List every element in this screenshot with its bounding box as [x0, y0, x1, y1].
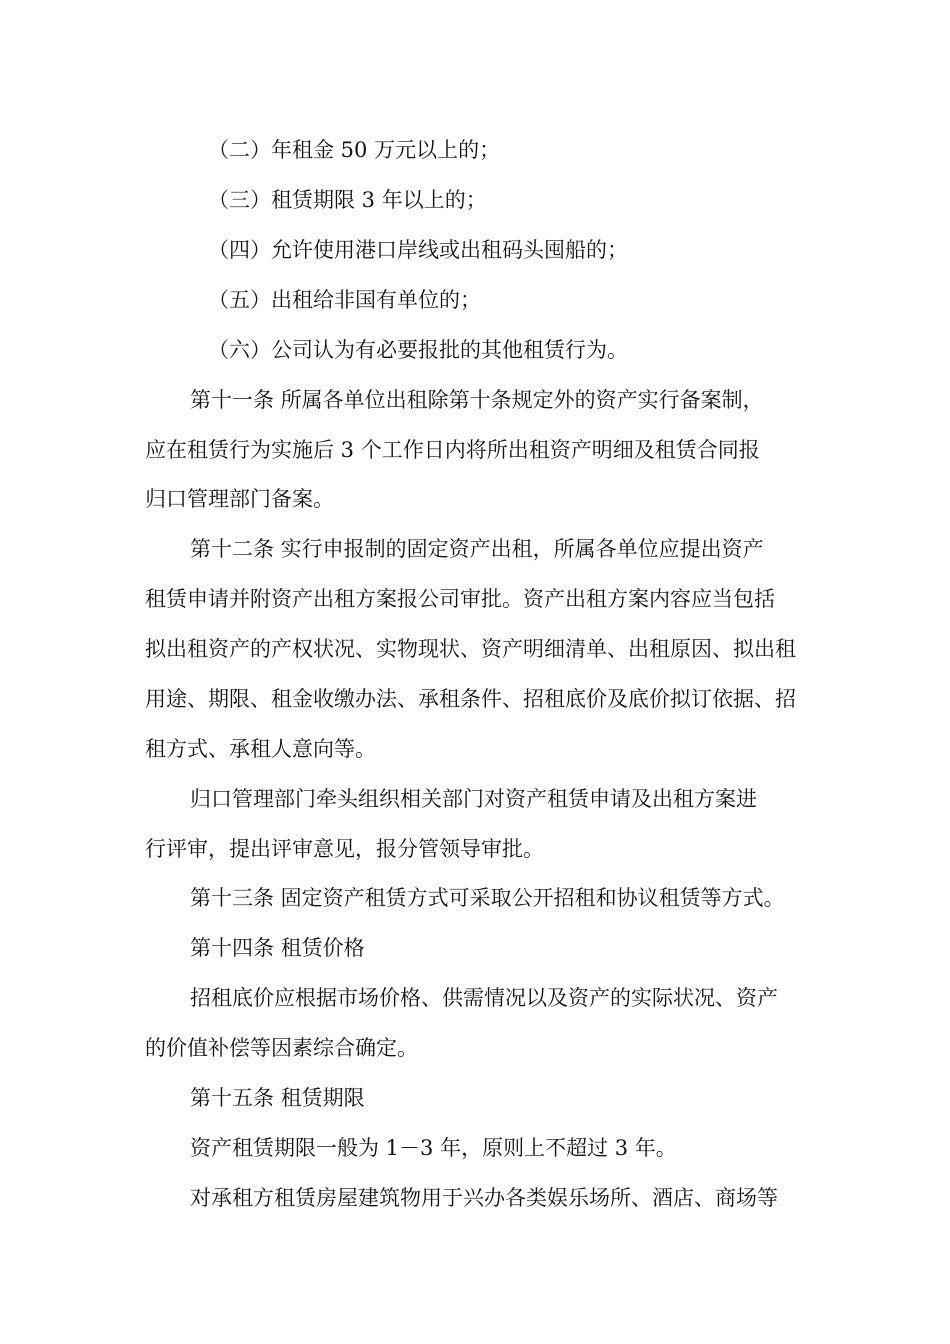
article-12-heading-line: 第十二条 实行申报制的固定资产出租，所属各单位应提出资产: [190, 537, 764, 561]
text-line: （四）允许使用港口岸线或出租码头囤船的；: [208, 238, 628, 262]
text-line: 行评审，提出评审意见，报分管领导审批。: [145, 837, 544, 861]
text-line: 租方式、承租人意向等。: [145, 737, 376, 761]
text-line: 归口管理部门备案。: [145, 487, 334, 511]
article-11-heading-line: 第十一条 所属各单位出租除第十条规定外的资产实行备案制，: [190, 388, 764, 412]
text-line: 对承租方租赁房屋建筑物用于兴办各类娱乐场所、酒店、商场等: [190, 1186, 778, 1210]
text-line: 招租底价应根据市场价格、供需情况以及资产的实际状况、资产: [190, 986, 778, 1010]
text-line: （五）出租给非国有单位的；: [208, 288, 481, 312]
text-line: （二）年租金 50 万元以上的；: [208, 138, 501, 162]
text-line: 应在租赁行为实施后 3 个工作日内将所出租资产明细及租赁合同报: [145, 438, 760, 462]
text-line: 资产租赁期限一般为 1－3 年，原则上不超过 3 年。: [190, 1136, 677, 1160]
article-13-line: 第十三条 固定资产租赁方式可采取公开招租和协议租赁等方式。: [190, 886, 785, 910]
text-line: 的价值补偿等因素综合确定。: [145, 1036, 418, 1060]
article-15-heading-line: 第十五条 租赁期限: [190, 1086, 365, 1110]
text-line: 归口管理部门牵头组织相关部门对资产租赁申请及出租方案进: [190, 787, 757, 811]
text-line: 用途、期限、租金收缴办法、承租条件、招租底价及底价拟订依据、招: [145, 687, 796, 711]
text-line: 拟出租资产的产权状况、实物现状、资产明细清单、出租原因、拟出租: [145, 637, 796, 661]
text-line: （三）租赁期限 3 年以上的；: [208, 188, 487, 212]
text-line: 租赁申请并附资产出租方案报公司审批。资产出租方案内容应当包括: [145, 587, 775, 611]
article-14-heading-line: 第十四条 租赁价格: [190, 936, 365, 960]
text-line: （六）公司认为有必要报批的其他租赁行为。: [208, 338, 628, 362]
